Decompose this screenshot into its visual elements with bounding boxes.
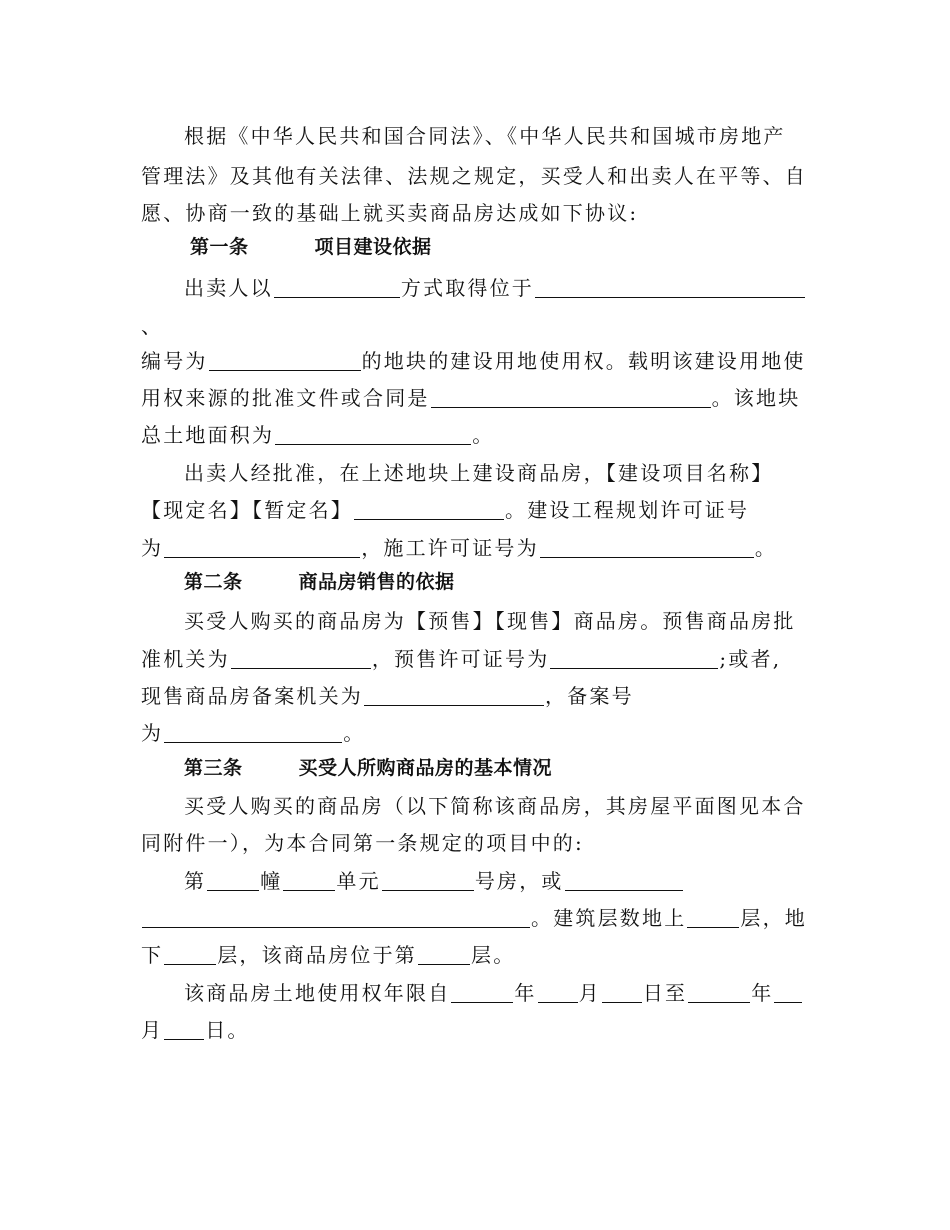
text: 总土地面积为 <box>141 423 275 447</box>
article-1-para-1-line-4 <box>141 383 821 413</box>
text: 。建筑层数地上 <box>531 906 687 930</box>
article-2-para-line-1: 买受人购买的商品房为【预售】【现售】商品房。预售商品房批 <box>184 609 796 633</box>
article-1-para-1-line-2: 、 <box>141 314 164 338</box>
text: 单元 <box>336 869 381 893</box>
blank-building[interactable] <box>207 870 259 891</box>
article-1-para-2-line-3 <box>141 533 821 563</box>
article-1-heading <box>190 232 870 262</box>
blank-construction-permit[interactable] <box>540 537 754 558</box>
blank-planning-permit[interactable] <box>164 537 360 558</box>
text: 方式取得位于 <box>400 276 535 300</box>
article-1-number: 第一条 <box>190 236 249 258</box>
article-3-para-2-line-3 <box>141 940 821 970</box>
blank-presale-authority[interactable] <box>231 648 371 669</box>
blank-plot-number[interactable] <box>209 350 361 371</box>
blank-floor-located[interactable] <box>418 944 470 965</box>
blank-filing-authority[interactable] <box>364 685 544 706</box>
article-3-number: 第三条 <box>184 757 243 779</box>
text: ，施工许可证号为 <box>361 536 539 560</box>
article-3-heading <box>184 753 864 783</box>
text: 月 <box>578 981 601 1005</box>
article-2-para-line-3 <box>141 681 821 711</box>
text: ，备案号 <box>545 684 634 708</box>
text: 层。 <box>471 943 516 967</box>
intro-line-1: 根据《中华人民共和国合同法》、《中华人民共和国城市房地产 <box>184 124 786 148</box>
text: ，预售许可证号为 <box>371 647 550 671</box>
article-3-para-1-line-2: 同附件一），为本合同第一条规定的项目中的: <box>141 831 584 855</box>
article-1-para-1-line-5 <box>141 420 821 450</box>
blank-room[interactable] <box>382 870 474 891</box>
text: 层，该商品房位于第 <box>217 943 418 967</box>
article-1-para-1-line-1 <box>184 273 864 303</box>
intro-line-2: 管理法》及其他有关法律、法规之规定，买受人和出卖人在平等、自 <box>141 164 807 188</box>
article-3-para-2-line-1 <box>184 866 864 896</box>
article-3-para-3-line-2 <box>141 1015 821 1045</box>
text: 为 <box>141 721 164 745</box>
blank-start-year[interactable] <box>451 982 513 1003</box>
blank-approval-document[interactable] <box>431 387 711 408</box>
blank-project-name[interactable] <box>354 499 504 520</box>
blank-alt-address[interactable] <box>565 870 683 891</box>
text: 。 <box>472 423 495 447</box>
text: 用权来源的批准文件或合同是 <box>141 386 430 410</box>
article-2-title: 商品房销售的依据 <box>298 571 455 593</box>
blank-start-month[interactable] <box>538 982 578 1003</box>
blank-floors-above[interactable] <box>687 907 739 928</box>
text: 日至 <box>642 981 688 1005</box>
text: 。 <box>754 536 778 560</box>
article-1-title: 项目建设依据 <box>314 236 432 258</box>
text: 第 <box>184 869 207 893</box>
intro-line-3: 愿、协商一致的基础上就买卖商品房达成如下协议: <box>141 201 639 225</box>
blank-start-day[interactable] <box>602 982 642 1003</box>
article-1-para-1-line-3 <box>141 346 821 376</box>
text: 为 <box>141 536 164 560</box>
text: 该商品房土地使用权年限自 <box>184 981 451 1005</box>
text: 。 <box>343 721 366 745</box>
article-3-para-3-line-1 <box>184 978 864 1008</box>
text: 号房，或 <box>474 869 564 893</box>
article-2-para-line-4 <box>141 718 821 748</box>
text: 下 <box>141 943 164 967</box>
blank-land-area[interactable] <box>275 424 471 445</box>
blank-acquisition-method[interactable] <box>274 277 400 298</box>
text: 的地块的建设用地使用权。载明该建设用地使 <box>361 349 806 373</box>
blank-presale-permit[interactable] <box>550 648 718 669</box>
article-3-title: 买受人所购商品房的基本情况 <box>298 757 553 779</box>
text: 日。 <box>205 1018 250 1042</box>
text: 编号为 <box>141 349 208 373</box>
article-3-para-1-line-1: 买受人购买的商品房（以下简称该商品房，其房屋平面图见本合 <box>184 794 806 818</box>
text: 年 <box>751 981 774 1005</box>
text: 。建设工程规划许可证号 <box>505 498 750 522</box>
text: 层，地 <box>740 906 808 930</box>
text: 【现定名】【暂定名】 <box>141 498 353 522</box>
text: ;或者, <box>719 647 782 671</box>
article-2-heading <box>184 567 864 597</box>
article-1-para-2-line-2 <box>141 495 821 525</box>
text: 现售商品房备案机关为 <box>141 684 363 708</box>
article-2-number: 第二条 <box>184 571 243 593</box>
blank-location[interactable] <box>535 277 805 298</box>
article-3-para-2-line-2 <box>141 903 821 933</box>
blank-end-year[interactable] <box>688 982 750 1003</box>
text: 月 <box>141 1018 164 1042</box>
article-2-para-line-2 <box>141 644 821 674</box>
blank-unit[interactable] <box>283 870 335 891</box>
blank-filing-number[interactable] <box>164 722 342 743</box>
blank-floors-below[interactable] <box>164 944 216 965</box>
text: 幢 <box>260 869 283 893</box>
text: 准机关为 <box>141 647 230 671</box>
text: 出卖人以 <box>184 276 273 300</box>
blank-alt-address-cont[interactable] <box>142 907 530 928</box>
article-1-para-2-line-1: 出卖人经批准，在上述地块上建设商品房，【建设项目名称】 <box>184 461 774 485</box>
text: 年 <box>514 981 537 1005</box>
blank-end-day[interactable] <box>164 1019 204 1040</box>
blank-end-month[interactable] <box>774 982 802 1003</box>
text: 。该地块 <box>711 386 801 410</box>
